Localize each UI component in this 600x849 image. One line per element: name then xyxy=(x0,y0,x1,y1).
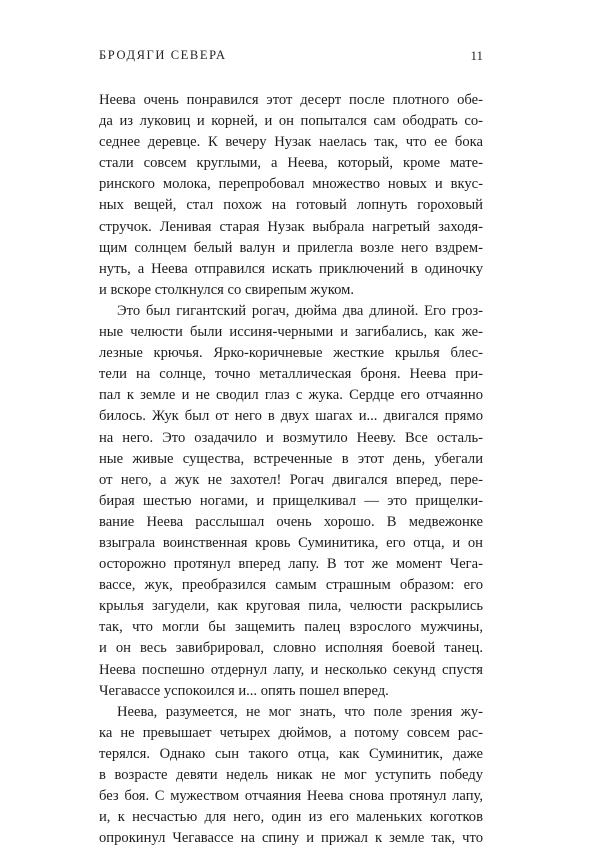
text-line: ка не превышает четырех дюймов, а потому совсем рас- xyxy=(99,724,483,741)
paragraph-first-line: Неева, разумеется, не мог знать, что поле зрения жу- xyxy=(117,703,483,720)
paragraph-first-line: Это был гигантский рогач, дюйма два длиной. Его гроз- xyxy=(117,302,483,319)
text-line: и вскоре столкнулся со свирепым жуком. xyxy=(99,281,355,298)
text-line: ные живые существа, встреченные в этот день, убегали xyxy=(99,450,483,467)
text-line: седнее деревце. К вечеру Нузак наелась так, что ее бока xyxy=(99,134,483,151)
text-line: стручок. Ленивая старая Нузак выбрала нагретый заходя- xyxy=(99,218,483,235)
text-line: лезные крючья. Ярко-коричневые жесткие крылья блес- xyxy=(99,345,483,362)
text-line: взыграла воинственная кровь Суминитика, его отца, и он xyxy=(99,534,483,551)
text-line: крылья загудели, как круговая пила, челюсти раскрылись xyxy=(99,598,483,615)
text-line: тели на солнце, точно металлическая броня. Неева при- xyxy=(99,366,483,383)
text-line: вание Неева расслышал очень хорошо. В медвежонке xyxy=(99,513,483,530)
text-line: нуть, а Неева отправился искать приключений в одиночку xyxy=(99,260,483,277)
text-line: осторожно протянул вперед лапу. В тот же момент Чега- xyxy=(99,556,483,573)
running-header-title: БРОДЯГИ СЕВЕРА xyxy=(99,48,227,62)
text-line: ных вещей, стал похож на готовый лопнуть гороховый xyxy=(99,197,483,214)
text-line: щим солнцем белый валун и прилегла возле него вздрем- xyxy=(99,239,483,256)
text-line: на него. Это озадачило и возмутило Нееву. Все осталь- xyxy=(99,429,483,446)
running-header xyxy=(99,48,483,68)
text-line: Чегавассе успокоился и... опять пошел вперед. xyxy=(99,682,389,699)
text-line: опрокинул Чегавассе на спину и прижал к земле так, что xyxy=(99,830,483,847)
text-line: от него, а жук не захотел! Рогач двигался вперед, пере- xyxy=(99,471,483,488)
text-line: ринского молока, перепробовал множество новых и вкус- xyxy=(99,176,483,193)
text-line: и он весь завибрировал, словно исполняя боевой танец. xyxy=(99,640,483,657)
text-line: вассе, жук, преобразился самым страшным образом: его xyxy=(99,577,483,594)
text-line: билось. Жук был от него в двух шагах и... двигался прямо xyxy=(99,408,483,425)
page-number: 11 xyxy=(470,48,483,63)
text-line: Неева поспешно отдернул лапу, и несколько секунд спустя xyxy=(99,661,483,678)
text-line: Неева очень понравился этот десерт после плотного обе- xyxy=(99,92,483,108)
text-line: и, к несчастью для него, один из его маленьких коготков xyxy=(99,809,483,826)
text-line: ные челюсти были иссиня-черными и загибались, как же- xyxy=(99,324,483,341)
text-line: терялся. Однако сын такого отца, как Суминитик, даже xyxy=(99,745,483,762)
text-line: стали совсем круглыми, а Неева, который, кроме мате- xyxy=(99,155,483,172)
text-line: без боя. С мужеством отчаяния Неева снова протянул лапу, xyxy=(99,788,483,805)
text-line: так, что могли бы защемить палец взрослого мужчины, xyxy=(99,619,483,636)
text-line: да из луковиц и корней, и он попытался сам ободрать со- xyxy=(99,113,483,130)
text-line: бирая шестью ногами, и прищелкивал — это прищелки- xyxy=(99,492,483,509)
body-text xyxy=(99,90,483,849)
text-line: пал к земле и не сводил глаз с жука. Сердце его отчаянно xyxy=(99,387,483,404)
text-line: в возрасте девяти недель никак не мог уступить победу xyxy=(99,767,483,783)
